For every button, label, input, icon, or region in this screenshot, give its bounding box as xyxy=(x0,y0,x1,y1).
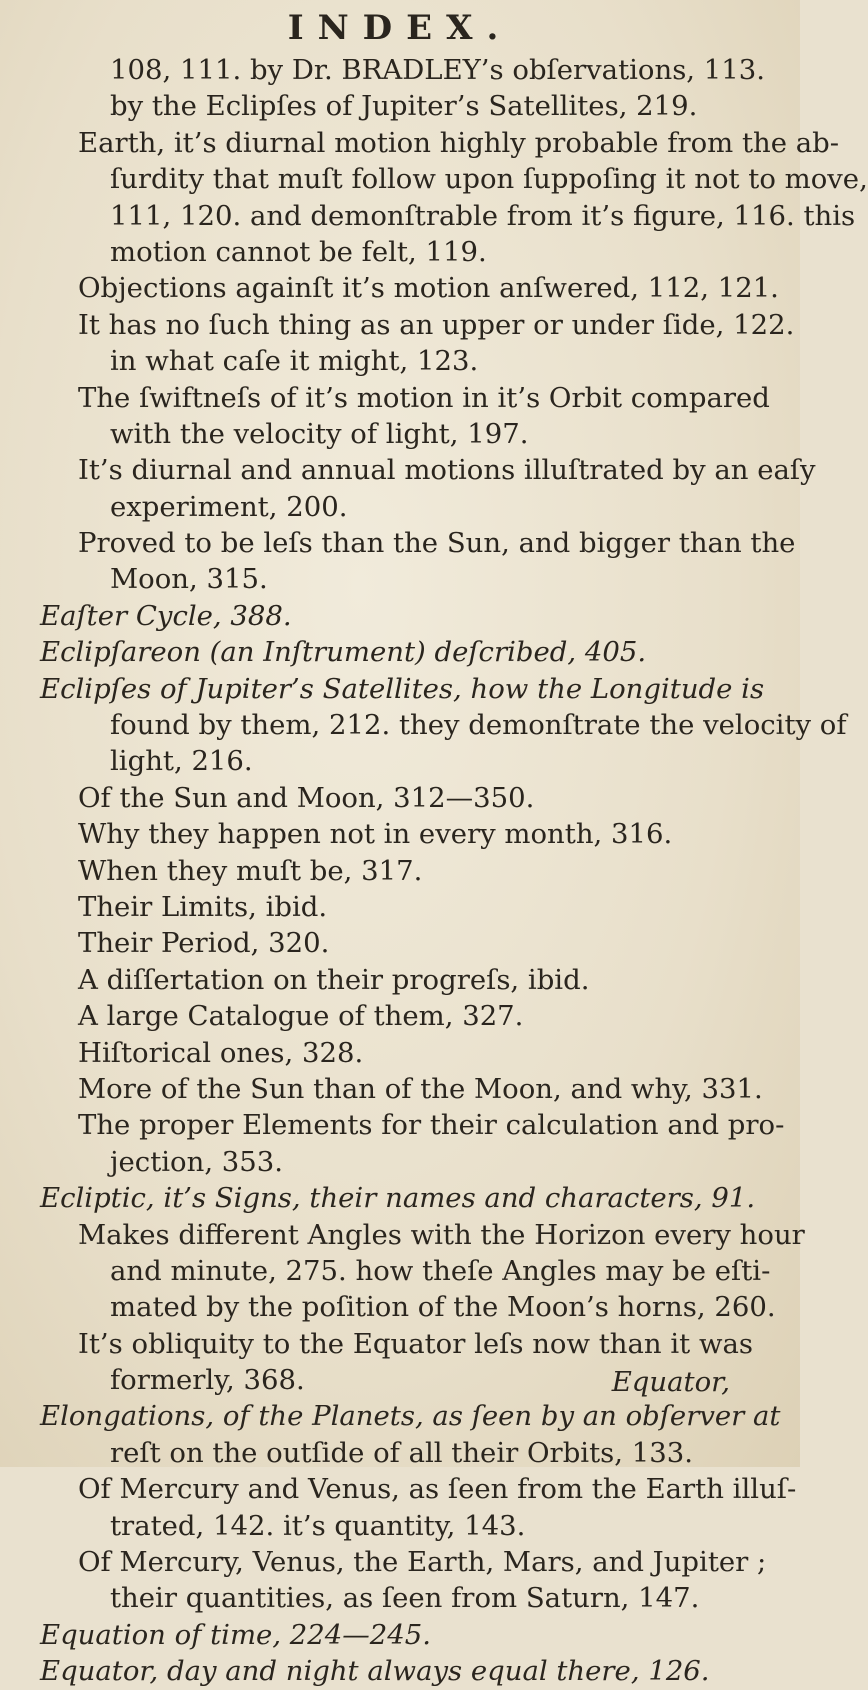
index-line: Of Mercury and Venus, as ſeen from the Earth illuſ- xyxy=(78,1473,797,1506)
index-line: More of the Sun than of the Moon, and why, 331. xyxy=(78,1072,763,1105)
index-line: Hiſtorical ones, 328. xyxy=(78,1036,364,1069)
index-line: with the velocity of light, 197. xyxy=(110,417,529,450)
index-line: by the Eclipſes of Jupiter’s Satellites, 219. xyxy=(110,90,698,123)
index-line: Equation of time, 224—245. xyxy=(40,1618,432,1651)
index-line: light, 216. xyxy=(110,745,253,778)
index-line: ſurdity that muſt follow upon ſuppoſing it not to move, xyxy=(110,163,868,196)
index-line: 108, 111. by Dr. BRADLEY’s obſervations, 113. xyxy=(110,54,766,86)
index-line: Makes different Angles with the Horizon every hour xyxy=(78,1218,805,1251)
index-line: Ecliptic, it’s Signs, their names and characters, 91. xyxy=(40,1182,756,1215)
index-line: A diſſertation on their progreſs, ibid. xyxy=(78,963,590,996)
index-line: Objections againſt it’s motion anſwered, 112, 121. xyxy=(78,272,779,305)
index-line: Moon, 315. xyxy=(110,563,268,596)
index-line: Eaſter Cycle, 388. xyxy=(40,599,292,632)
page-header: INDEX. xyxy=(287,8,513,48)
index-line: jection, 353. xyxy=(110,1145,284,1178)
index-line: Earth, it’s diurnal motion highly probable from the ab- xyxy=(78,126,840,159)
catchword: Equator, xyxy=(611,1366,730,1398)
index-line: and minute, 275. how theſe Angles may be eſti- xyxy=(110,1254,771,1287)
index-line: mated by the poſition of the Moon’s horns, 260. xyxy=(110,1291,776,1324)
index-line: motion cannot be felt, 119. xyxy=(110,235,487,268)
index-line: trated, 142. it’s quantity, 143. xyxy=(110,1509,526,1542)
index-line: Of the Sun and Moon, 312—350. xyxy=(78,781,535,814)
index-line: found by them, 212. they demonſtrate the velocity of xyxy=(110,709,847,742)
index-line: Their Limits, ibid. xyxy=(78,890,328,923)
index-line: 111, 120. and demonſtrable from it’s figure, 116. this xyxy=(110,199,856,232)
index-line: It’s obliquity to the Equator leſs now than it was xyxy=(78,1327,753,1360)
index-line: Eclipſes of Jupiter’s Satellites, how the Longitude is xyxy=(40,672,765,705)
index-line: Eclipſareon (an Inſtrument) deſcribed, 405. xyxy=(40,636,647,669)
index-line: Equator, day and night always equal there, 126. xyxy=(40,1655,710,1688)
index-line: The ſwiftneſs of it’s motion in it’s Orbit compared xyxy=(78,381,770,414)
index-line: Of Mercury, Venus, the Earth, Mars, and Jupiter ; xyxy=(78,1546,767,1579)
index-line: Proved to be leſs than the Sun, and bigger than the xyxy=(78,527,796,560)
index-line: It’s diurnal and annual motions illuſtrated by an eaſy xyxy=(78,454,816,487)
index-line: A large Catalogue of them, 327. xyxy=(78,1000,524,1033)
index-line: When they muſt be, 317. xyxy=(78,854,423,887)
index-line: Elongations, of the Planets, as ſeen by an obſerver at xyxy=(40,1400,781,1433)
index-line: in what caſe it might, 123. xyxy=(110,345,479,378)
index-line: formerly, 368. xyxy=(110,1364,305,1397)
index-entries xyxy=(40,52,868,1690)
index-line: Why they happen not in every month, 316. xyxy=(78,818,673,851)
index-line: reſt on the outſide of all their Orbits, 133. xyxy=(110,1436,693,1469)
index-line: Their Period, 320. xyxy=(78,927,330,960)
index-line: experiment, 200. xyxy=(110,490,348,523)
index-line: The proper Elements for their calculation and pro- xyxy=(78,1109,785,1142)
index-line: It has no ſuch thing as an upper or under ſide, 122. xyxy=(78,308,795,341)
index-line: their quantities, as ſeen from Saturn, 147. xyxy=(110,1582,700,1615)
